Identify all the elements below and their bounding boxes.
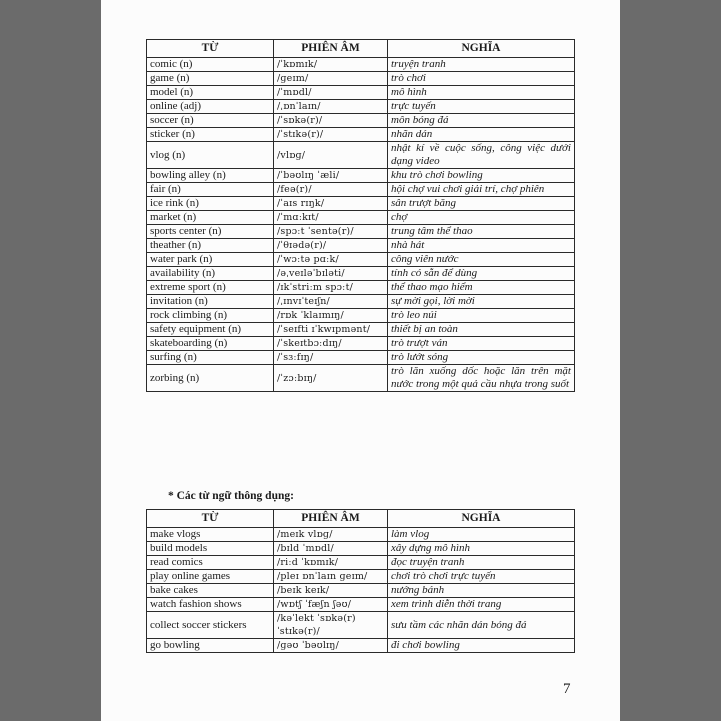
word-cell: ice rink (n) bbox=[147, 197, 274, 211]
ipa-cell: /ˈθɪədə(r)/ bbox=[274, 239, 388, 253]
ipa-cell: /ˈskeɪtbɔːdɪŋ/ bbox=[274, 337, 388, 351]
word-cell: bake cakes bbox=[147, 584, 274, 598]
meaning-cell: xem trình diễn thời trang bbox=[388, 598, 575, 612]
word-cell: make vlogs bbox=[147, 528, 274, 542]
ipa-cell: /ˈkɒmɪk/ bbox=[274, 58, 388, 72]
ipa-cell: /ˈmɑːkɪt/ bbox=[274, 211, 388, 225]
meaning-cell: đi chơi bowling bbox=[388, 639, 575, 653]
word-cell: build models bbox=[147, 542, 274, 556]
word-cell: vlog (n) bbox=[147, 142, 274, 169]
word-cell: sticker (n) bbox=[147, 128, 274, 142]
table-row bbox=[147, 100, 575, 114]
word-cell: zorbing (n) bbox=[147, 365, 274, 392]
phrases-table bbox=[146, 509, 575, 653]
ipa-cell: /ɡeɪm/ bbox=[274, 72, 388, 86]
table-row bbox=[147, 239, 575, 253]
table-row bbox=[147, 211, 575, 225]
table-row bbox=[147, 267, 575, 281]
meaning-cell: chơi trò chơi trực tuyến bbox=[388, 570, 575, 584]
ipa-cell: /spɔːt ˈsentə(r)/ bbox=[274, 225, 388, 239]
meaning-cell: thể thao mạo hiểm bbox=[388, 281, 575, 295]
meaning-cell: sự mời gọi, lời mời bbox=[388, 295, 575, 309]
table-row bbox=[147, 612, 575, 639]
word-cell: skateboarding (n) bbox=[147, 337, 274, 351]
ipa-cell: /meɪk vlɒɡ/ bbox=[274, 528, 388, 542]
word-cell: read comics bbox=[147, 556, 274, 570]
meaning-cell: trò trượt ván bbox=[388, 337, 575, 351]
table-row bbox=[147, 639, 575, 653]
ipa-cell: /rɒk ˈklaɪmɪŋ/ bbox=[274, 309, 388, 323]
word-cell: model (n) bbox=[147, 86, 274, 100]
word-cell: water park (n) bbox=[147, 253, 274, 267]
meaning-cell: xây dựng mô hình bbox=[388, 542, 575, 556]
word-cell: availability (n) bbox=[147, 267, 274, 281]
word-cell: soccer (n) bbox=[147, 114, 274, 128]
header-word: TỪ bbox=[147, 510, 274, 528]
ipa-cell: /vlɒɡ/ bbox=[274, 142, 388, 169]
meaning-cell: tính có sẵn để dùng bbox=[388, 267, 575, 281]
meaning-cell: đọc truyện tranh bbox=[388, 556, 575, 570]
meaning-cell: trò chơi bbox=[388, 72, 575, 86]
ipa-cell: /beɪk keɪk/ bbox=[274, 584, 388, 598]
ipa-cell: /riːd ˈkɒmɪk/ bbox=[274, 556, 388, 570]
ipa-cell: /pleɪ ɒnˈlaɪn ɡeɪm/ bbox=[274, 570, 388, 584]
table-row bbox=[147, 86, 575, 100]
word-cell: fair (n) bbox=[147, 183, 274, 197]
header-ipa: PHIÊN ÂM bbox=[274, 510, 388, 528]
meaning-cell: khu trò chơi bowling bbox=[388, 169, 575, 183]
word-cell: collect soccer stickers bbox=[147, 612, 274, 639]
meaning-cell: trò lăn xuống dốc hoặc lăn trên mặt nước trong một quả cầu nhựa trong suốt bbox=[388, 365, 575, 392]
ipa-cell: /ˈseɪfti ɪˈkwɪpmənt/ bbox=[274, 323, 388, 337]
table-row bbox=[147, 365, 575, 392]
meaning-cell: chợ bbox=[388, 211, 575, 225]
ipa-cell: /ˈsɜːfɪŋ/ bbox=[274, 351, 388, 365]
meaning-cell: nướng bánh bbox=[388, 584, 575, 598]
table-row bbox=[147, 281, 575, 295]
meaning-cell: trực tuyến bbox=[388, 100, 575, 114]
meaning-cell: nhật kí về cuộc sống, công việc dưới dạng video bbox=[388, 142, 575, 169]
table-row bbox=[147, 142, 575, 169]
meaning-cell: sân trượt băng bbox=[388, 197, 575, 211]
table-header-row bbox=[147, 510, 575, 528]
ipa-cell: /bɪld ˈmɒdl/ bbox=[274, 542, 388, 556]
header-meaning: NGHĨA bbox=[388, 510, 575, 528]
word-cell: play online games bbox=[147, 570, 274, 584]
word-cell: rock climbing (n) bbox=[147, 309, 274, 323]
phrases-heading: * Các từ ngữ thông dụng: bbox=[168, 490, 294, 502]
meaning-cell: trò lướt sóng bbox=[388, 351, 575, 365]
word-cell: sports center (n) bbox=[147, 225, 274, 239]
word-cell: online (adj) bbox=[147, 100, 274, 114]
ipa-cell: /ˌɪnvɪˈteɪʃn/ bbox=[274, 295, 388, 309]
word-cell: market (n) bbox=[147, 211, 274, 225]
ipa-cell: /ˈsɒkə(r)/ bbox=[274, 114, 388, 128]
table-row bbox=[147, 128, 575, 142]
meaning-cell: sưu tầm các nhãn dán bóng đá bbox=[388, 612, 575, 639]
meaning-cell: hội chợ vui chơi giải trí, chợ phiên bbox=[388, 183, 575, 197]
vocabulary-table bbox=[146, 39, 575, 392]
word-cell: bowling alley (n) bbox=[147, 169, 274, 183]
header-word: TỪ bbox=[147, 40, 274, 58]
meaning-cell: công viên nước bbox=[388, 253, 575, 267]
word-cell: watch fashion shows bbox=[147, 598, 274, 612]
table-row bbox=[147, 169, 575, 183]
word-cell: comic (n) bbox=[147, 58, 274, 72]
table-header-row bbox=[147, 40, 575, 58]
table-row bbox=[147, 309, 575, 323]
ipa-cell: /ˈmɒdl/ bbox=[274, 86, 388, 100]
word-cell: invitation (n) bbox=[147, 295, 274, 309]
table-row bbox=[147, 542, 575, 556]
meaning-cell: truyện tranh bbox=[388, 58, 575, 72]
table-row bbox=[147, 598, 575, 612]
meaning-cell: trung tâm thể thao bbox=[388, 225, 575, 239]
table-row bbox=[147, 253, 575, 267]
ipa-cell: /ˈaɪs rɪŋk/ bbox=[274, 197, 388, 211]
word-cell: extreme sport (n) bbox=[147, 281, 274, 295]
table-row bbox=[147, 556, 575, 570]
ipa-cell: /ɪkˈstriːm spɔːt/ bbox=[274, 281, 388, 295]
ipa-cell: /ˈwɔːtə pɑːk/ bbox=[274, 253, 388, 267]
meaning-cell: nhà hát bbox=[388, 239, 575, 253]
table-row bbox=[147, 351, 575, 365]
header-ipa: PHIÊN ÂM bbox=[274, 40, 388, 58]
word-cell: game (n) bbox=[147, 72, 274, 86]
table-row bbox=[147, 197, 575, 211]
ipa-cell: /ˌɒnˈlaɪn/ bbox=[274, 100, 388, 114]
ipa-cell: /wɒtʃ ˈfæʃn ʃəʊ/ bbox=[274, 598, 388, 612]
table-row bbox=[147, 114, 575, 128]
header-meaning: NGHĨA bbox=[388, 40, 575, 58]
ipa-cell: /ˈzɔːbɪŋ/ bbox=[274, 365, 388, 392]
table-row bbox=[147, 295, 575, 309]
page-number: 7 bbox=[563, 681, 571, 697]
table-row bbox=[147, 584, 575, 598]
meaning-cell: môn bóng đá bbox=[388, 114, 575, 128]
ipa-cell: /feə(r)/ bbox=[274, 183, 388, 197]
word-cell: go bowling bbox=[147, 639, 274, 653]
meaning-cell: nhãn dán bbox=[388, 128, 575, 142]
table-row bbox=[147, 183, 575, 197]
table-row bbox=[147, 337, 575, 351]
ipa-cell: /ˈbəʊlɪŋ ˈæli/ bbox=[274, 169, 388, 183]
word-cell: surfing (n) bbox=[147, 351, 274, 365]
table-row bbox=[147, 570, 575, 584]
table-row bbox=[147, 58, 575, 72]
word-cell: safety equipment (n) bbox=[147, 323, 274, 337]
ipa-cell: /ˈstɪkə(r)/ bbox=[274, 128, 388, 142]
ipa-cell: /kəˈlekt ˈsɒkə(r) ˈstɪkə(r)/ bbox=[274, 612, 388, 639]
table-row bbox=[147, 72, 575, 86]
table-row bbox=[147, 225, 575, 239]
ipa-cell: /ɡəʊ ˈbəʊlɪŋ/ bbox=[274, 639, 388, 653]
meaning-cell: mô hình bbox=[388, 86, 575, 100]
meaning-cell: làm vlog bbox=[388, 528, 575, 542]
meaning-cell: thiết bị an toàn bbox=[388, 323, 575, 337]
table-row bbox=[147, 323, 575, 337]
ipa-cell: /əˌveɪləˈbɪləti/ bbox=[274, 267, 388, 281]
meaning-cell: trò leo núi bbox=[388, 309, 575, 323]
word-cell: theather (n) bbox=[147, 239, 274, 253]
table-row bbox=[147, 528, 575, 542]
